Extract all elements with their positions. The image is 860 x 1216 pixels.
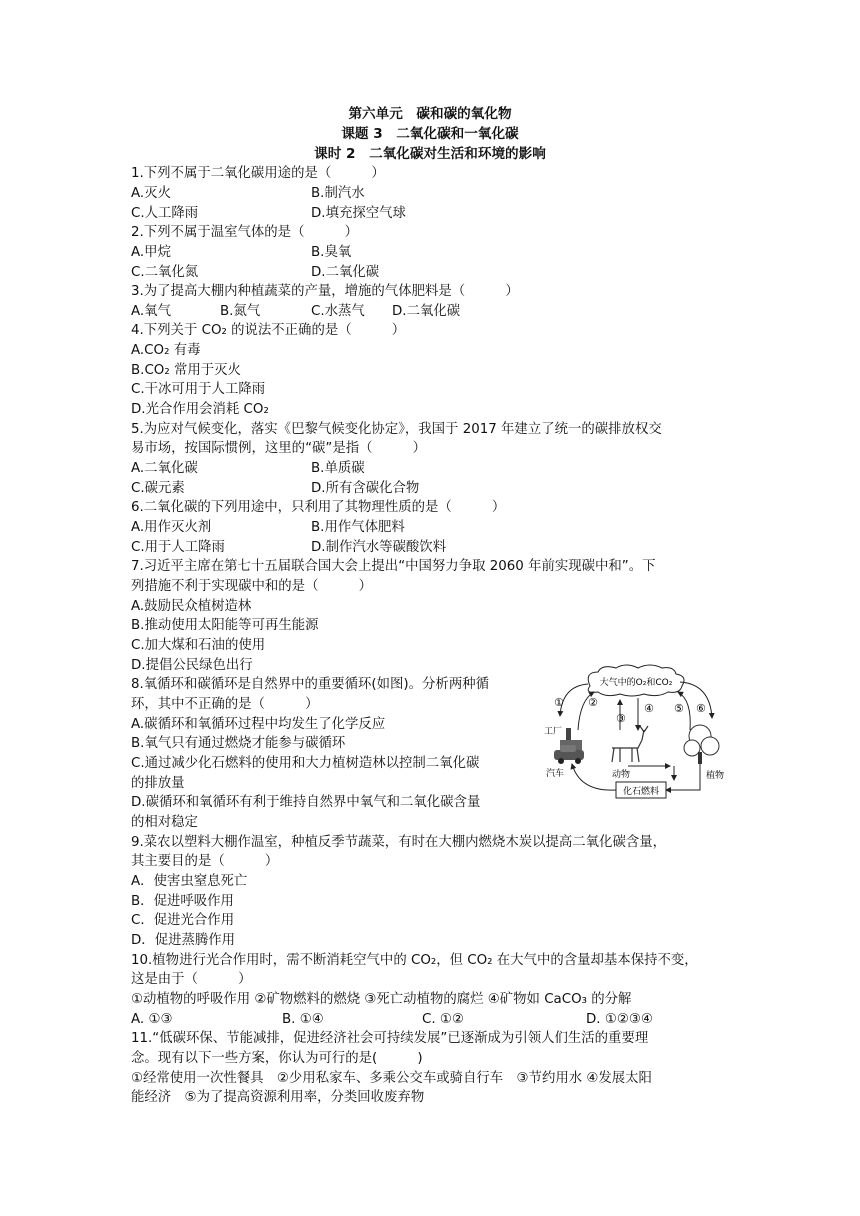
label-num-5: ⑤ (674, 702, 684, 715)
q3-option-c: C.水蒸气 (311, 304, 365, 319)
q1-option-a: A.灭火 (131, 186, 171, 201)
q10-option-b: B. ①④ (282, 1012, 324, 1027)
q2-option-a: A.甲烷 (131, 245, 171, 260)
q5-option-b: B.单质碳 (311, 461, 365, 476)
label-num-3: ③ (616, 712, 626, 725)
q8-stem-line2: 环，其中不正确的是（ ） (131, 697, 319, 712)
q3-option-a: A.氧气 (131, 304, 171, 319)
q5-option-a: A.二氧化碳 (131, 461, 198, 476)
q10-option-a: A. ①③ (131, 1012, 173, 1027)
q9-stem-line2: 其主要目的是（ ） (131, 854, 279, 869)
q1-option-c: C.人工降雨 (131, 206, 199, 221)
q1-option-b: B.制汽水 (311, 186, 365, 201)
q7-stem-line1: 7.习近平主席在第七十五届联合国大会上提出“中国努力争取 2060 年前实现碳中和”。下 (131, 559, 656, 574)
q3-option-d: D.二氧化碳 (392, 304, 461, 319)
label-num-2: ② (588, 696, 598, 709)
q10-stem-line1: 10.植物进行光合作用时，需不断消耗空气中的 CO₂，但 CO₂ 在大气中的含量却基本保持不变， (131, 953, 698, 968)
title-unit: 第六单元 碳和碳的氧化物 (348, 106, 512, 122)
q6-option-c: C.用于人工降雨 (131, 540, 225, 555)
factory-label: 工厂 (544, 727, 563, 737)
q3-option-b: B.氮气 (220, 304, 261, 319)
q11-stem-line2: 念。现有以下一些方案，你认为可行的是( ) (131, 1051, 423, 1066)
q9-option-d: D．促进蒸腾作用 (131, 933, 236, 948)
q2-option-d: D.二氧化碳 (311, 265, 380, 280)
q8-option-d-line1: D.碳循环和氧循环有利于维持自然界中氧气和二氧化碳含量 (131, 795, 481, 810)
q11-statements-line2: 能经济 ⑤为了提高资源利用率，分类回收废弃物 (131, 1090, 425, 1105)
q8-option-d-line2: 的相对稳定 (131, 815, 198, 830)
q1-option-d: D.填充探空气球 (311, 206, 406, 221)
q2-stem: 2.下列不属于温室气体的是（ ） (131, 225, 359, 240)
label-num-6: ⑥ (696, 702, 706, 715)
q4-option-b: B.CO₂ 常用于灭火 (131, 363, 241, 378)
q2-option-c: C.二氧化氮 (131, 265, 199, 280)
q7-stem-line2: 列措施不利于实现碳中和的是（ ） (131, 579, 373, 594)
car-label: 汽车 (546, 769, 565, 779)
q6-option-b: B.用作气体肥料 (311, 520, 405, 535)
q6-option-d: D.制作汽水等碳酸饮料 (311, 540, 447, 555)
cloud-label: 大气中的O₂和CO₂ (599, 678, 673, 688)
carbon-cycle-figure (540, 660, 728, 806)
q3-stem: 3.为了提高大棚内种植蔬菜的产量，增施的气体肥料是（ ） (131, 284, 519, 299)
title-lesson: 课时 2 二氧化碳对生活和环境的影响 (314, 146, 546, 162)
q7-option-a: A.鼓励民众植树造林 (131, 599, 252, 614)
label-num-1: ① (554, 696, 564, 709)
q10-stem-line2: 这是由于（ ） (131, 972, 252, 987)
q7-option-c: C.加大煤和石油的使用 (131, 638, 266, 653)
fossil-fuel-label: 化石燃料 (622, 787, 660, 797)
q10-statements: ①动植物的呼吸作用 ②矿物燃料的燃烧 ③死亡动植物的腐烂 ④矿物如 CaCO₃ 的分解 (131, 992, 632, 1007)
q9-stem-line1: 9.菜农以塑料大棚作温室，种植反季节蔬菜，有时在大棚内燃烧木炭以提高二氧化碳含量， (131, 835, 667, 850)
q7-option-b: B.推动使用太阳能等可再生能源 (131, 618, 319, 633)
q4-stem: 4.下列关于 CO₂ 的说法不正确的是（ ） (131, 323, 406, 338)
q6-option-a: A.用作灭火剂 (131, 520, 212, 535)
title-topic: 课题 3 二氧化碳和一氧化碳 (341, 126, 519, 142)
q4-option-c: C.干冰可用于人工降雨 (131, 382, 266, 397)
tree-icon (684, 725, 719, 764)
q8-option-c-line1: C.通过减少化石燃料的使用和大力植树造林以控制二氧化碳 (131, 756, 480, 771)
q10-option-c: C. ①② (422, 1012, 464, 1027)
label-num-4: ④ (644, 702, 654, 715)
q6-stem: 6.二氧化碳的下列用途中，只利用了其物理性质的是（ ） (131, 500, 506, 515)
q9-option-b: B．促进呼吸作用 (131, 894, 234, 909)
deer-icon (612, 726, 648, 762)
q5-stem-line1: 5.为应对气候变化，落实《巴黎气候变化协定》，我国于 2017 年建立了统一的碳排放权交 (131, 422, 662, 437)
q8-option-b: B.氧气只有通过燃烧才能参与碳循环 (131, 736, 346, 751)
q4-option-a: A.CO₂ 有毒 (131, 343, 201, 358)
q8-stem-line1: 8.氧循环和碳循环是自然界中的重要循环(如图)。分析两种循 (131, 677, 489, 692)
animal-label: 动物 (612, 770, 631, 780)
q11-statements-line1: ①经常使用一次性餐具 ②少用私家车、多乘公交车或骑自行车 ③节约用水 ④发展太阳 (131, 1071, 652, 1086)
q8-option-a: A.碳循环和氧循环过程中均发生了化学反应 (131, 717, 386, 732)
q8-option-c-line2: 的排放量 (131, 776, 185, 791)
q9-option-c: C．促进光合作用 (131, 913, 235, 928)
q2-option-b: B.臭氧 (311, 245, 352, 260)
q1-stem: 1.下列不属于二氧化碳用途的是（ ） (131, 166, 385, 181)
q7-option-d: D.提倡公民绿色出行 (131, 658, 253, 673)
q5-stem-line2: 易市场，按国际惯例，这里的“碳”是指（ ） (131, 441, 427, 456)
q5-option-d: D.所有含碳化合物 (311, 481, 420, 496)
q5-option-c: C.碳元素 (131, 481, 185, 496)
q11-stem-line1: 11.“低碳环保、节能减排，促进经济社会可持续发展”已逐渐成为引领人们生活的重要理 (131, 1031, 649, 1046)
q9-option-a: A．使害虫窒息死亡 (131, 874, 248, 889)
q10-option-d: D. ①②③④ (586, 1012, 653, 1027)
plant-label: 植物 (706, 771, 725, 781)
q4-option-d: D.光合作用会消耗 CO₂ (131, 402, 269, 417)
